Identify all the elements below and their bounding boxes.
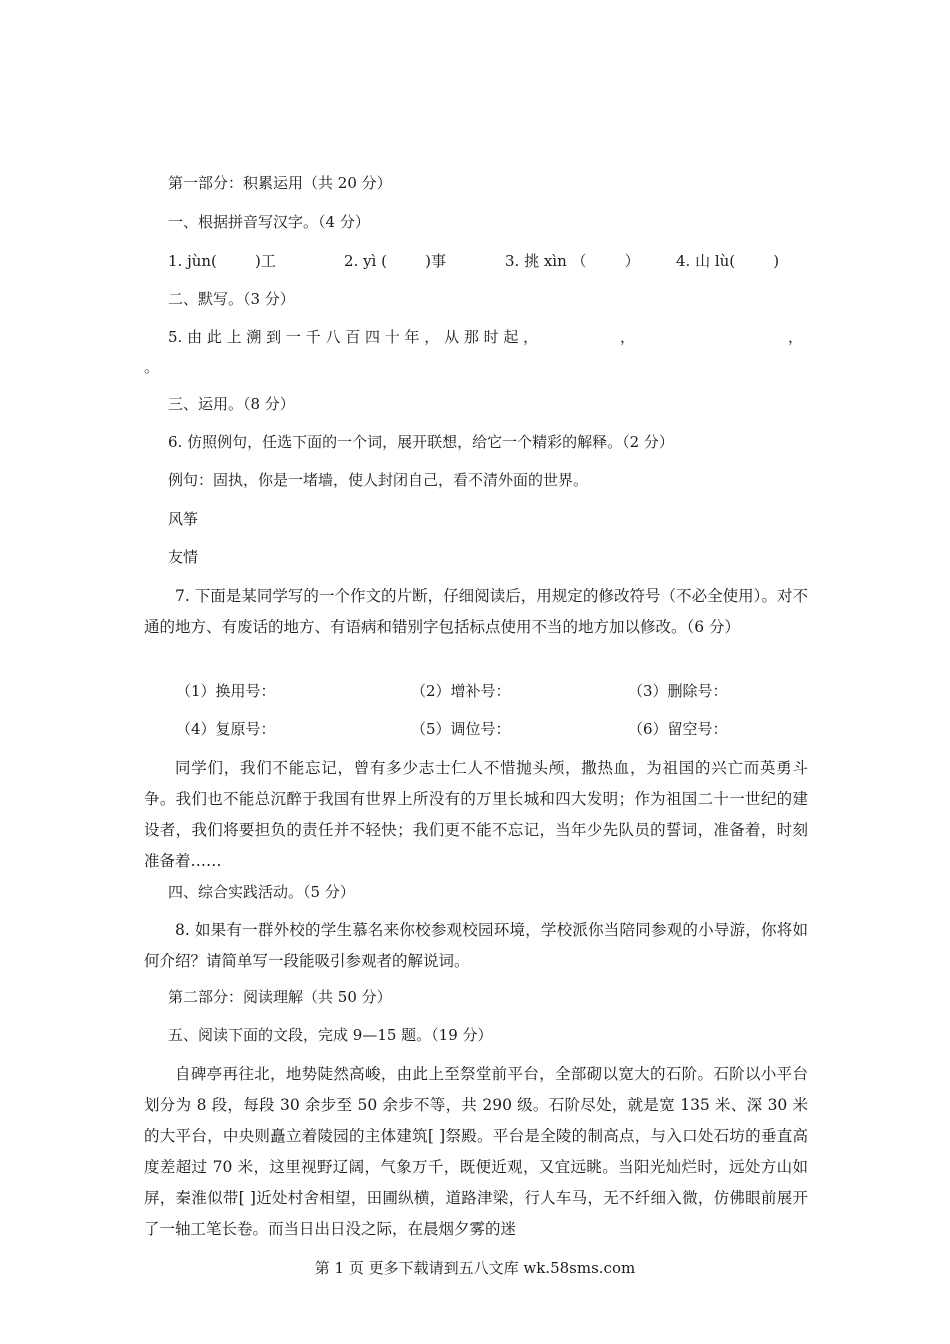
question-5-end: 。 [144, 358, 160, 376]
section-1-title: 一、根据拼音写汉字。（4 分） [168, 213, 370, 231]
section-2-title: 二、默写。（3 分） [168, 290, 295, 308]
question-6-text: 6. 仿照例句，任选下面的一个词，展开联想，给它一个精彩的解释。（2 分） [168, 433, 674, 451]
question-7-passage: 同学们，我们不能忘记，曾有多少志士仁人不惜抛头颅，撒热血，为祖国的兴亡而英勇斗争。我们也不能总沉醉于我国有世界上所没有的万里长城和四大发明；作为祖国二十一世纪的建设者，我们将要担负的责任并不轻快；我们更不能不忘记，当年少先队员的誓词，准备着，时刻准备着…… [144, 759, 808, 870]
question-5-comma-2: ， [788, 328, 804, 346]
question-6-word-1: 风筝 [168, 510, 199, 528]
page-footer: 第 1 页 更多下载请到五八文库 wk.58sms.com [314, 1259, 636, 1277]
pinyin-item-1: 1. jùn( )工 [168, 252, 276, 270]
question-7-text: 7. 下面是某同学写的一个作文的片断，仔细阅读后，用规定的修改符号（不必全使用）。对不通的地方、有废话的地方、有语病和错别字包括标点使用不当的地方加以修改。（6 分） [144, 587, 808, 636]
symbol-6: （6）留空号： [628, 720, 728, 738]
symbol-2: （2）增补号： [411, 682, 511, 700]
question-8-text: 8. 如果有一群外校的学生慕名来你校参观校园环境，学校派你当陪同参观的小导游，你将如何介绍？请简单写一段能吸引参观者的解说词。 [144, 921, 808, 970]
symbol-3: （3）删除号： [628, 682, 728, 700]
pinyin-item-4: 4. 山 lù( ) [676, 252, 780, 270]
pinyin-item-2: 2. yì ( )事 [344, 252, 446, 270]
section-3-title: 三、运用。（8 分） [168, 395, 295, 413]
question-5-text: 5. 由 此 上 溯 到 一 千 八 百 四 十 年 ， 从 那 时 起 ， [168, 328, 539, 346]
symbol-1: （1）换用号： [176, 682, 276, 700]
pinyin-item-3: 3. 挑 xìn （ ） [505, 252, 640, 270]
section-4-title: 四、综合实践活动。（5 分） [168, 883, 355, 901]
part2-title: 第二部分：阅读理解（共 50 分） [168, 988, 392, 1006]
reading-passage: 自碑亭再往北，地势陡然高峻，由此上至祭堂前平台，全部砌以宽大的石阶。石阶以小平台划分为 8 段，每段 30 余步至 50 余步不等，共 290 级。石阶尽处，就是宽 135 米、深 30 米的大平台，中央则矗立着陵园的主体建筑[ ]祭殿。平台是全陵的制高点，与入口处石坊的垂直高度差超过 70 米，这里视野辽阔，气象万千，既便近观，又宜远眺。当阳光灿烂时，远处方山如屏，秦淮似带[ ]近处村舍相望，田圃纵横，道路津梁，行人车马，无不纤细入微，仿佛眼前展开了一轴工笔长卷。而当日出日没之际，在晨烟夕雾的迷 [144, 1065, 808, 1238]
symbol-5: （5）调位号： [411, 720, 511, 738]
question-6-word-2: 友情 [168, 548, 199, 566]
section-5-title: 五、阅读下面的文段，完成 9—15 题。（19 分） [168, 1026, 493, 1044]
symbol-4: （4）复原号： [176, 720, 276, 738]
question-6-example: 例句：固执，你是一堵墙，使人封闭自己，看不清外面的世界。 [168, 471, 589, 489]
part1-title: 第一部分：积累运用（共 20 分） [168, 174, 392, 192]
question-5-comma-1: ， [620, 328, 636, 346]
